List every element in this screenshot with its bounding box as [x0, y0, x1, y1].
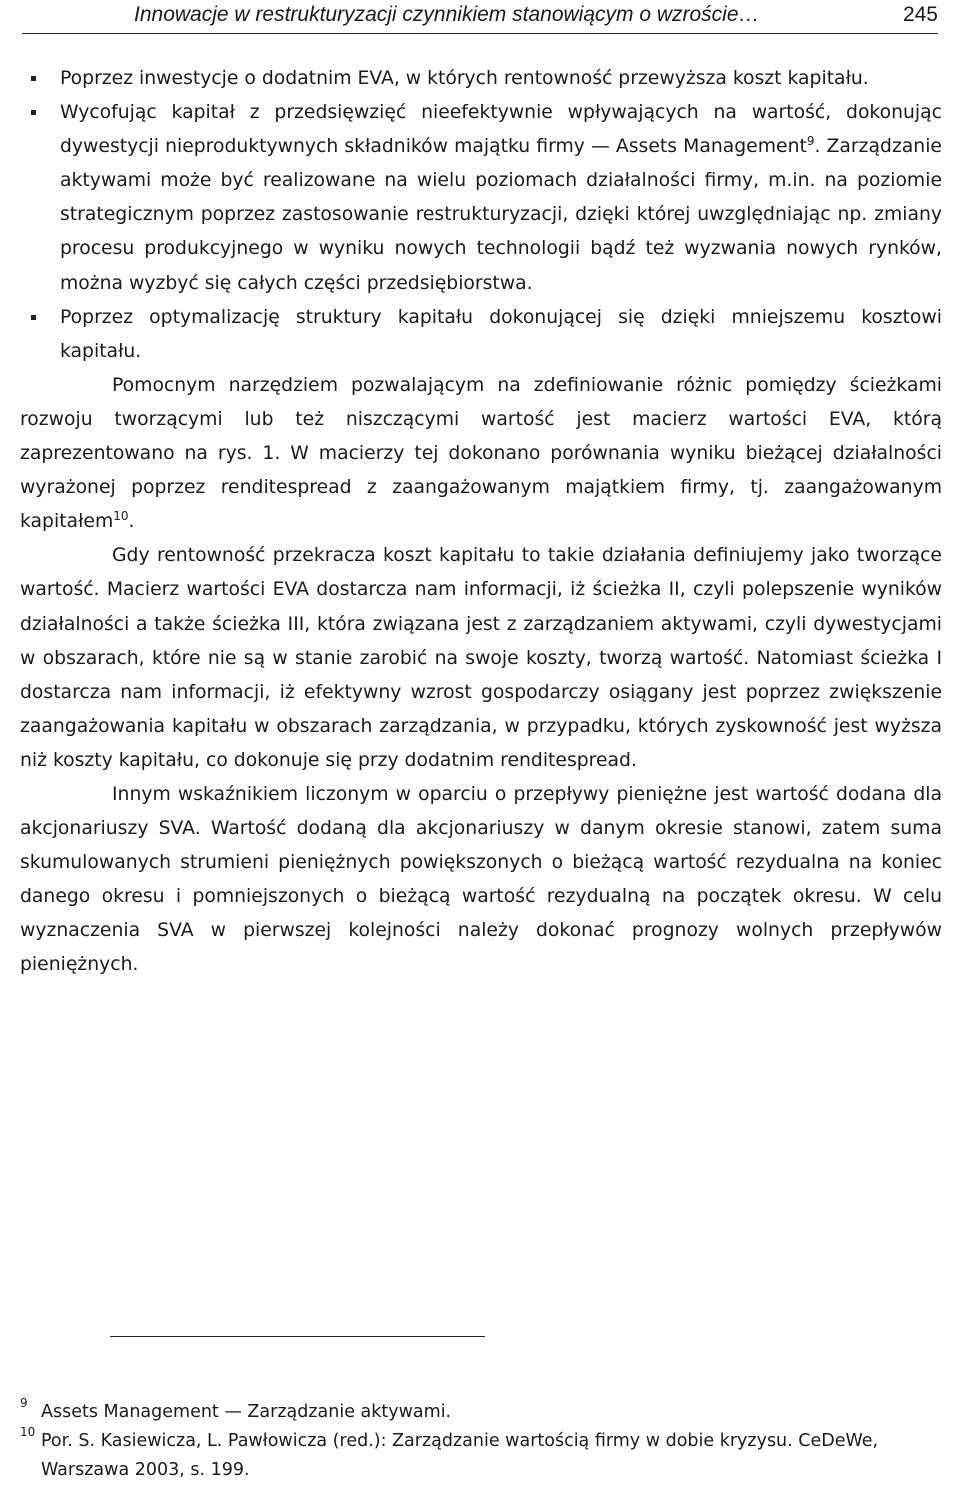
bullet-item: [20, 301, 942, 369]
bullet-text: Wycofując kapitał z przedsięwzięć nieefektywnie wpływających na wartość, dokonując dywestycji nieproduktywnych składników majątku firmy — Assets Management: [60, 102, 942, 158]
footnote-number: 10: [20, 1425, 36, 1439]
body-text: [20, 62, 942, 983]
bullet-square-icon: [31, 76, 36, 81]
bullet-square-icon: [31, 110, 36, 115]
bullet-text-continued: . Zarządzanie aktywami może być realizowane na wielu poziomach działalności firmy, m.in. na poziomie strategicznym poprzez zastosowanie restrukturyzacji, dzięki której uwzględniając np. zmiany procesu produkcyjnego w wyniku nowych technologii bądź też wyzwania nowych rynków, można wyzbyć się całych części przedsiębiorstwa.: [60, 136, 942, 294]
footnote: [20, 1427, 942, 1485]
footnote-ref[interactable]: 9: [806, 134, 815, 149]
paragraph: Innym wskaźnikiem liczonym w oparciu o przepływy pieniężne jest wartość dodana dla akcjonariuszy SVA. Wartość dodaną dla akcjonariuszy w danym okresie stanowi, zatem suma skumulowanych strumieni pieniężnych powiększonych o bieżącą wartość rezydualna na koniec danego okresu i pomniejszonych o bieżącą wartość rezydualną na początek okresu. W celu wyznaczenia SVA w pierwszej kolejności należy dokonać prognozy wolnych przepływów pieniężnych.: [20, 783, 942, 976]
footnotes: [20, 1398, 942, 1485]
bullet-item: [20, 62, 942, 96]
bullet-square-icon: [31, 315, 36, 320]
paragraph: [20, 369, 942, 539]
footnote-ref[interactable]: 10: [113, 509, 129, 524]
footnote-divider: [110, 1336, 485, 1337]
paragraph: Gdy rentowność przekracza koszt kapitału to takie działania definiujemy jako tworzące wartość. Macierz wartości EVA dostarcza nam informacji, iż ścieżka II, czyli polepszenie wyników działalności a także ścieżka III, która związana jest z zarządzaniem aktywami, czyli dywestycjami w obszarach, które nie są w stanie zarobić na swoje koszty, tworzą wartość. Natomiast ścieżka I dostarcza nam informacji, iż efektywny wzrost gospodarczy osiągany jest poprzez zwiększenie zaangażowania kapitału w obszarach zarządzania, w przypadku, których zyskowność jest wyższa niż koszty kapitału, co dokonuje się przy dodatnim renditespread.: [20, 545, 942, 771]
footnote-number: 9: [20, 1396, 28, 1410]
bullet-text: Poprzez optymalizację struktury kapitału dokonującej się dzięki mniejszemu kosztowi kapitału.: [60, 306, 942, 362]
footnote: [20, 1398, 942, 1427]
bullet-text: Poprzez inwestycje o dodatnim EVA, w których rentowność przewyższa koszt kapitału.: [60, 68, 869, 89]
footnote-text: Por. S. Kasiewicza, L. Pawłowicza (red.): Zarządzanie wartością firmy w dobie kryzysu. CeDeWe, Warszawa 2003, s. 199.: [41, 1431, 879, 1480]
page-number: 245: [902, 3, 938, 26]
bullet-item: [20, 96, 942, 301]
running-header: [22, 0, 938, 34]
footnote-text: Assets Management — Zarządzanie aktywami.: [41, 1402, 452, 1422]
paragraph-text: Pomocnym narzędziem pozwalającym na zdefiniowanie różnic pomiędzy ścieżkami rozwoju tworzącymi lub też niszczącymi wartość jest macierz wartości EVA, którą zaprezentowano na rys. 1. W macierzy tej dokonano porównania wyniku bieżącej działalności wyrażonej poprzez renditespread z zaangażowanym majątkiem firmy, tj. zaangażowanym kapitałem: [20, 374, 942, 533]
header-title: Innowacje w restrukturyzacji czynnikiem stanowiącym o wzroście…: [134, 3, 760, 26]
paragraph-text-end: .: [128, 511, 135, 533]
